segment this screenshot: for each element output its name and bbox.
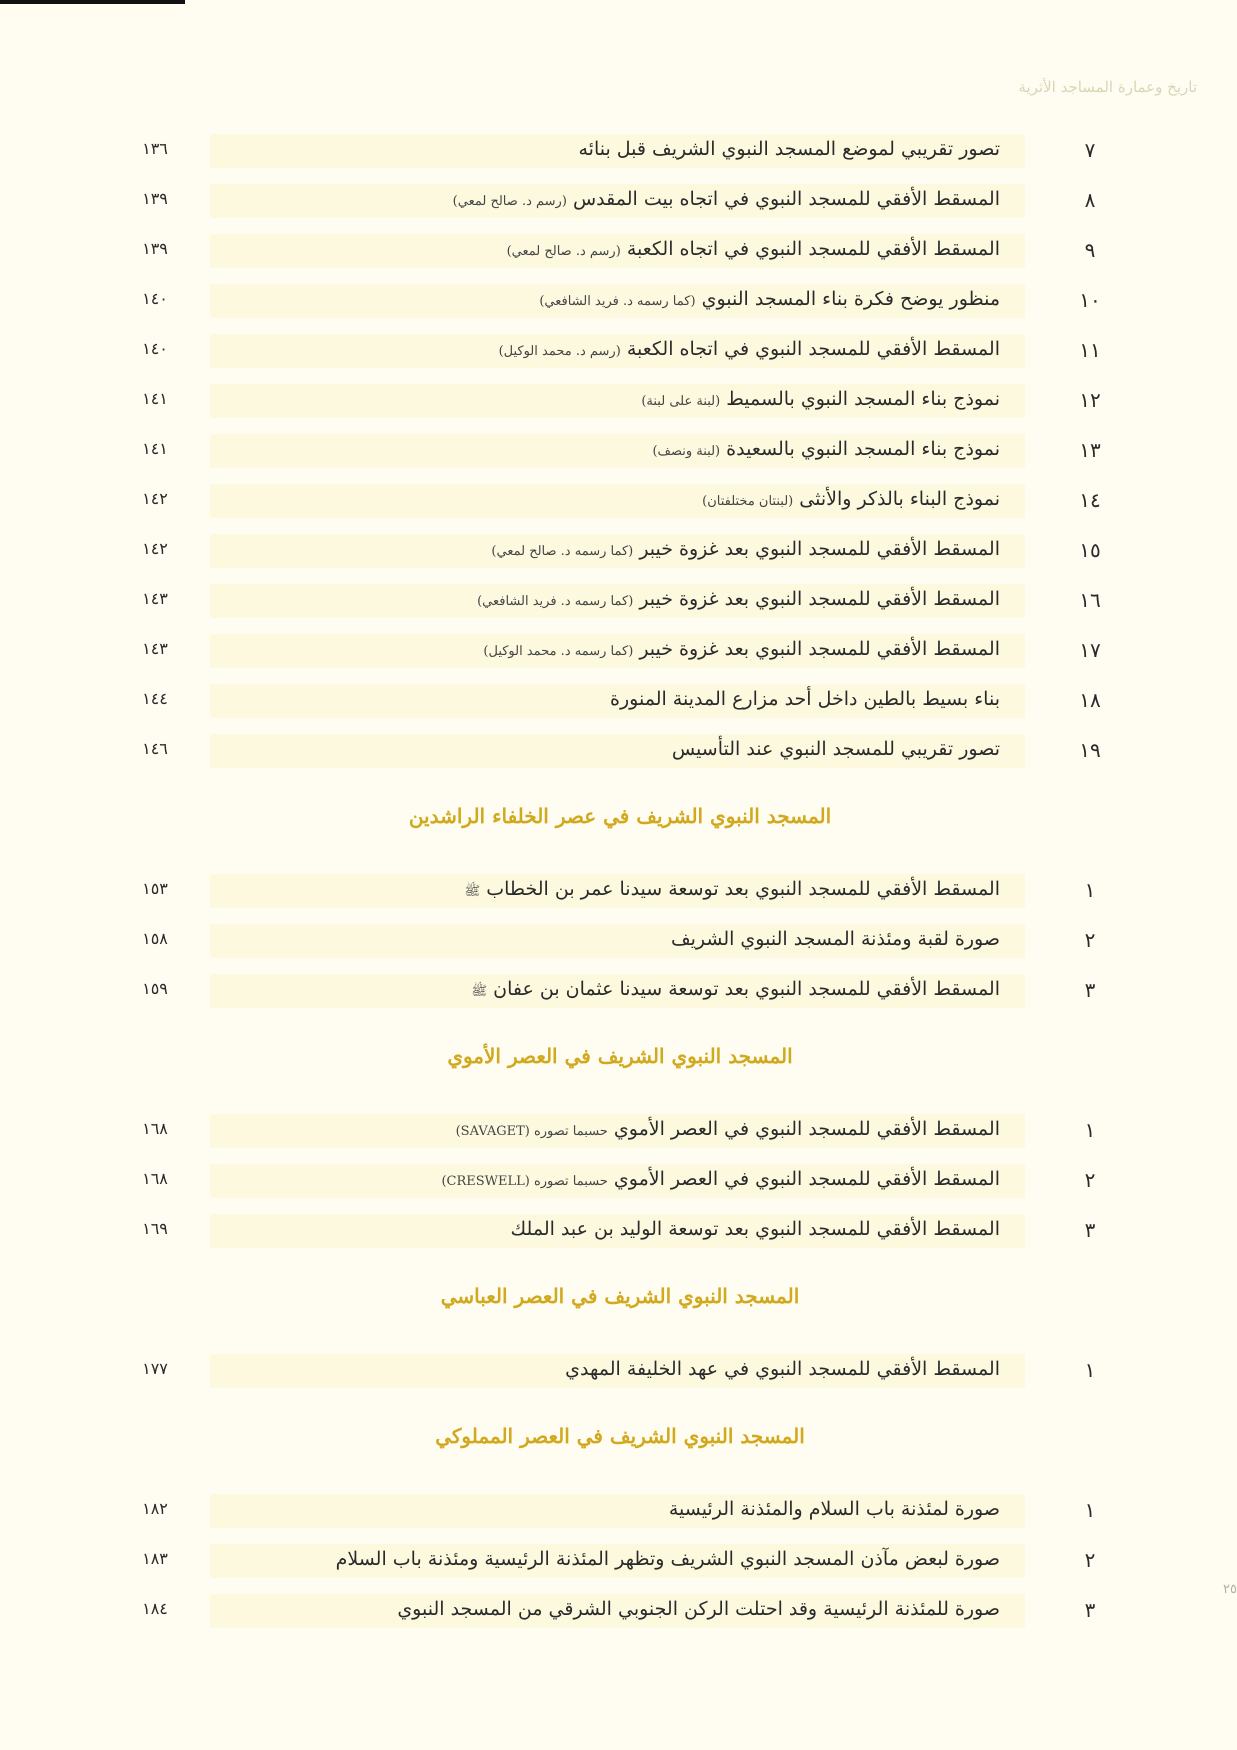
page-number: ١٨٣ (142, 1549, 168, 1568)
figure-title-text: المسقط الأفقي للمسجد النبوي في اتجاه الكعبة (626, 238, 1000, 260)
figure-credit: ﷺ (464, 884, 481, 899)
figure-title-text: تصور تقريبي للمسجد النبوي عند التأسيس (671, 738, 1000, 760)
page-number: ١٣٩ (142, 239, 168, 258)
figure-title (300, 1118, 1000, 1140)
figure-entry (0, 1106, 1237, 1156)
section-title: المسجد النبوي الشريف في العصر العباسي (440, 1284, 800, 1308)
section-header (0, 776, 1237, 866)
figure-title-text: صورة لقبة ومئذنة المسجد النبوي الشريف (670, 928, 1000, 950)
page-number: ١٦٨ (142, 1169, 168, 1188)
section-title: المسجد النبوي الشريف في عصر الخلفاء الراشدين (408, 804, 832, 828)
figure-number: ١ (1084, 1118, 1096, 1142)
figure-title-text: المسقط الأفقي للمسجد النبوي بعد غزوة خيبر (639, 588, 1000, 610)
figure-title-text: نموذج بناء المسجد النبوي بالسميط (726, 388, 1000, 410)
figure-number: ١٦ (1079, 588, 1101, 612)
figure-title-text: صورة للمئذنة الرئيسية وقد احتلت الركن الجنوبي الشرقي من المسجد النبوي (397, 1598, 1000, 1620)
figure-entry (0, 276, 1237, 326)
figure-title (300, 188, 1000, 210)
figure-number: ٢ (1084, 1168, 1096, 1192)
page-number: ١٤٢ (142, 539, 168, 558)
figure-title (300, 438, 1000, 460)
page-number: ١٤٣ (142, 639, 168, 658)
figure-number: ٢ (1084, 1548, 1096, 1572)
figure-entry (0, 966, 1237, 1016)
figure-number: ١٢ (1079, 388, 1101, 412)
page-number: ١٤٢ (142, 489, 168, 508)
top-rule (0, 0, 185, 4)
figure-entry (0, 476, 1237, 526)
page-number: ١٨٤ (142, 1599, 168, 1618)
figure-title-text: بناء بسيط بالطين داخل أحد مزارع المدينة المنورة (610, 688, 1000, 710)
figure-title (300, 488, 1000, 510)
figure-credit: (لبنة ونصف) (652, 444, 721, 459)
section-header (0, 1256, 1237, 1346)
figure-number: ٧ (1084, 138, 1096, 162)
figure-title-text: المسقط الأفقي للمسجد النبوي بعد توسعة سيدنا عمر بن الخطاب (486, 878, 1000, 900)
page-number: ١٦٩ (142, 1219, 168, 1238)
figure-title (300, 1168, 1000, 1190)
figure-credit: (رسم د. محمد الوكيل) (498, 344, 621, 359)
figure-number: ٩ (1084, 238, 1096, 262)
page-number: ١٤٠ (142, 289, 168, 308)
figure-number: ١٣ (1079, 438, 1101, 462)
figure-title-text: المسقط الأفقي للمسجد النبوي في العصر الأموي (613, 1168, 1000, 1190)
figure-entry (0, 626, 1237, 676)
section-header (0, 1396, 1237, 1486)
figure-credit: ﷺ (471, 984, 488, 999)
figure-title (300, 388, 1000, 410)
figure-entry (0, 1486, 1237, 1536)
section-title: المسجد النبوي الشريف في العصر المملوكي (435, 1424, 805, 1448)
figure-title (300, 638, 1000, 660)
figure-title (300, 538, 1000, 560)
figure-title-text: نموذج البناء بالذكر والأنثى (799, 488, 1000, 510)
section-title: المسجد النبوي الشريف في العصر الأموي (447, 1044, 793, 1068)
figure-title (300, 928, 1000, 950)
figure-entry (0, 376, 1237, 426)
figure-title (300, 1498, 1000, 1520)
figure-entry (0, 1206, 1237, 1256)
page-number: ١٥٣ (142, 879, 168, 898)
figure-title-text: المسقط الأفقي للمسجد النبوي في اتجاه بيت المقدس (572, 188, 1000, 210)
figure-entry (0, 426, 1237, 476)
figure-credit: (كما رسمه د. محمد الوكيل) (483, 644, 634, 659)
figure-number: ١٠ (1079, 288, 1101, 312)
figure-entry (0, 726, 1237, 776)
page-number: ١٤٣ (142, 589, 168, 608)
figure-title (300, 978, 1000, 1002)
figure-number: ٣ (1084, 1218, 1096, 1242)
figure-title (300, 1218, 1000, 1240)
figure-title-text: المسقط الأفقي للمسجد النبوي في اتجاه الكعبة (626, 338, 1000, 360)
figure-number: ١٧ (1079, 638, 1101, 662)
figure-title (300, 288, 1000, 310)
figure-title (300, 1548, 1000, 1570)
page-number: ١٤٤ (142, 689, 168, 708)
section-header (0, 1016, 1237, 1106)
figure-number: ١٩ (1079, 738, 1101, 762)
figure-title-text: المسقط الأفقي للمسجد النبوي في عهد الخليفة المهدي (565, 1358, 1000, 1380)
figure-title (300, 688, 1000, 710)
figure-number: ١ (1084, 878, 1096, 902)
page-number: ١٤٠ (142, 339, 168, 358)
figure-title-text: المسقط الأفقي للمسجد النبوي بعد توسعة الوليد بن عبد الملك (510, 1218, 1000, 1240)
figure-title-text: منظور يوضح فكرة بناء المسجد النبوي (701, 288, 1000, 310)
figure-title-text: صورة لمئذنة باب السلام والمئذنة الرئيسية (668, 1498, 1000, 1520)
figure-entry (0, 676, 1237, 726)
figure-credit: (كما رسمه د. صالح لمعي) (491, 544, 634, 559)
figure-credit: (كما رسمه د. فريد الشافعي) (477, 594, 634, 609)
figure-title (300, 338, 1000, 360)
page-number: ١٨٢ (142, 1499, 168, 1518)
page-number: ١٥٩ (142, 979, 168, 998)
figure-number: ٨ (1084, 188, 1096, 212)
figure-entry (0, 916, 1237, 966)
figure-entry (0, 866, 1237, 916)
figure-number: ٢ (1084, 928, 1096, 952)
page-number: ١٤١ (142, 439, 168, 458)
figure-title (300, 1598, 1000, 1620)
figure-number: ٣ (1084, 1598, 1096, 1622)
figure-entry (0, 526, 1237, 576)
page-number: ١٤١ (142, 389, 168, 408)
figure-credit: حسبما تصوره (CRESWELL) (441, 1174, 608, 1189)
page-number: ١٤٦ (142, 739, 168, 758)
figure-title-text: المسقط الأفقي للمسجد النبوي بعد غزوة خيبر (639, 538, 1000, 560)
figure-number: ١ (1084, 1498, 1096, 1522)
figure-title (300, 238, 1000, 260)
figure-entry (0, 1536, 1237, 1586)
figure-entry (0, 226, 1237, 276)
figure-title-text: نموذج بناء المسجد النبوي بالسعيدة (726, 438, 1000, 460)
figure-entry (0, 1346, 1237, 1396)
page-number: ١٧٧ (142, 1359, 168, 1378)
figure-title (300, 1358, 1000, 1380)
figure-entry (0, 1156, 1237, 1206)
figure-title-text: المسقط الأفقي للمسجد النبوي بعد توسعة سيدنا عثمان بن عفان (493, 978, 1000, 1000)
figure-credit: (كما رسمه د. فريد الشافعي) (539, 294, 696, 309)
list-of-figures (0, 126, 1237, 1636)
figure-credit: (رسم د. صالح لمعي) (452, 194, 567, 209)
figure-number: ٣ (1084, 978, 1096, 1002)
figure-entry (0, 1586, 1237, 1636)
figure-title (300, 588, 1000, 610)
page-number: ١٦٨ (142, 1119, 168, 1138)
running-head: تاريخ وعمارة المساجد الأثرية (1018, 78, 1197, 96)
figure-number: ١٨ (1079, 688, 1101, 712)
page-number: ١٥٨ (142, 929, 168, 948)
figure-title-text: صورة لبعض مآذن المسجد النبوي الشريف وتظهر المئذنة الرئيسية ومئذنة باب السلام (335, 1548, 1000, 1570)
figure-entry (0, 576, 1237, 626)
figure-number: ١١ (1079, 338, 1101, 362)
figure-title-text: المسقط الأفقي للمسجد النبوي في العصر الأموي (613, 1118, 1000, 1140)
page-number: ١٣٩ (142, 189, 168, 208)
side-page-mark: ٢٥ (1223, 1582, 1237, 1597)
page-number: ١٣٦ (142, 139, 168, 158)
figure-entry (0, 126, 1237, 176)
figure-title-text: المسقط الأفقي للمسجد النبوي بعد غزوة خيبر (639, 638, 1000, 660)
figure-entry (0, 326, 1237, 376)
figure-title-text: تصور تقريبي لموضع المسجد النبوي الشريف قبل بنائه (578, 138, 1000, 160)
figure-number: ١٥ (1079, 538, 1101, 562)
figure-number: ١٤ (1079, 488, 1101, 512)
figure-credit: (لبنة على لبنة) (641, 394, 721, 409)
figure-number: ١ (1084, 1358, 1096, 1382)
figure-credit: (لبنتان مختلفتان) (702, 494, 794, 509)
figure-title (300, 738, 1000, 760)
figure-credit: (رسم د. صالح لمعي) (506, 244, 621, 259)
figure-credit: حسبما تصوره (SAVAGET) (455, 1124, 608, 1139)
figure-title (300, 878, 1000, 902)
figure-title (300, 138, 1000, 160)
figure-entry (0, 176, 1237, 226)
